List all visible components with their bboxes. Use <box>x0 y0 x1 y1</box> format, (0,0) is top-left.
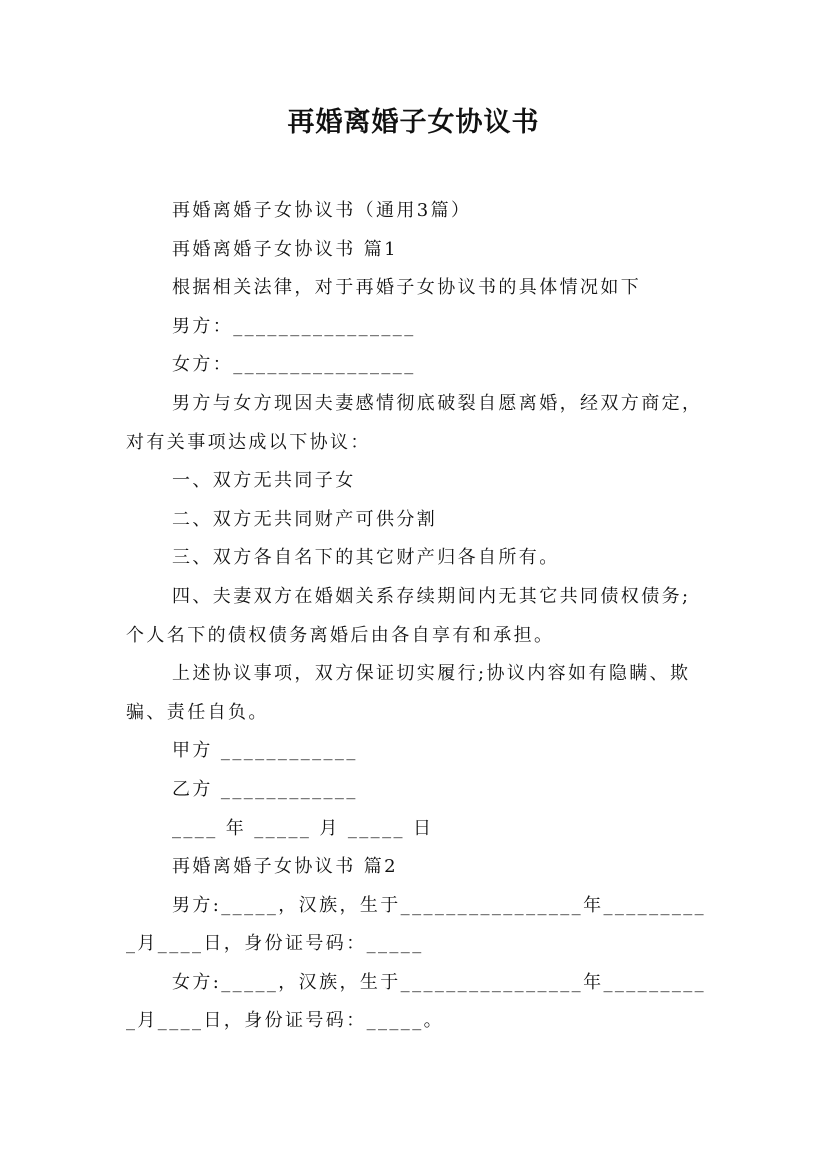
paragraph-guarantee: 上述协议事项，双方保证切实履行;协议内容如有隐瞒、欺骗、责任自负。 <box>126 663 691 723</box>
paragraph-male-details: 男方:_____，汉族，生于________________年__________月____日，身份证号码：_____ <box>126 894 707 955</box>
paragraph-clause-4: 四、夫妻双方在婚姻关系存续期间内无其它共同债权债务;个人名下的债权债务离婚后由各自享有和承担。 <box>126 585 691 646</box>
paragraph-female-party: 女方：________________ <box>172 354 416 376</box>
paragraph-date-line: ____ 年 _____ 月 _____ 日 <box>172 817 434 839</box>
document-title: 再婚离婚子女协议书 <box>287 107 540 138</box>
paragraph-agreement-reason: 男方与女方现因夫妻感情彻底破裂自愿离婚，经双方商定，对有关事项达成以下协议： <box>126 392 703 453</box>
paragraph-party-a-signature: 甲方 ____________ <box>172 740 358 762</box>
paragraph-party-b-signature: 乙方 ____________ <box>172 778 358 800</box>
paragraph-subtitle: 再婚离婚子女协议书（通用3篇） <box>172 200 472 221</box>
paragraph-clause-2: 二、双方无共同财产可供分割 <box>172 508 438 530</box>
paragraph-section-2-heading: 再婚离婚子女协议书 篇2 <box>172 856 398 878</box>
paragraph-clause-3: 三、双方各自名下的其它财产归各自所有。 <box>172 547 560 569</box>
document-body <box>126 192 708 1041</box>
paragraph-female-details: 女方:_____，汉族，生于________________年__________月____日，身份证号码：_____。 <box>126 971 707 1032</box>
paragraph-intro: 根据相关法律，对于再婚子女协议书的具体情况如下 <box>172 277 642 299</box>
paragraph-male-party: 男方：________________ <box>172 315 416 337</box>
paragraph-section-1-heading: 再婚离婚子女协议书 篇1 <box>172 238 398 260</box>
paragraph-clause-1: 一、双方无共同子女 <box>172 470 356 492</box>
